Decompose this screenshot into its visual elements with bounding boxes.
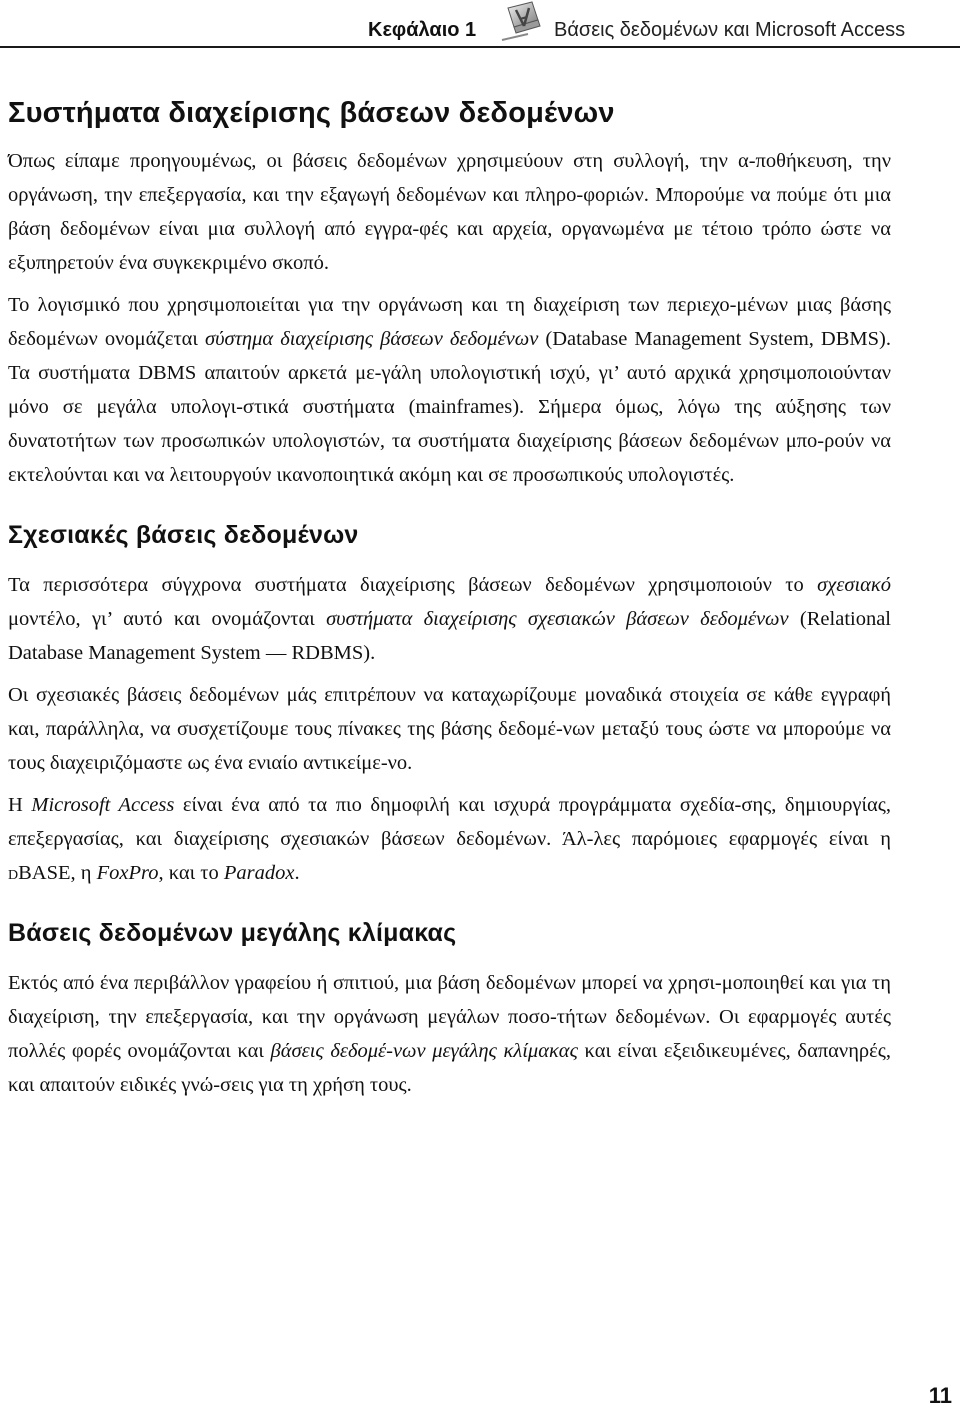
text-span: Τα περισσότερα σύγχρονα συστήματα διαχείρισης βάσεων δεδομένων χρησιμοποιούν το <box>8 574 818 596</box>
emphasis-dbms-term: σύστημα διαχείρισης βάσεων δεδομένων <box>204 328 539 350</box>
emphasis-foxpro: FoxPro <box>96 862 159 884</box>
paragraph-relational-benefits: Οι σχεσιακές βάσεις δεδομένων μάς επιτρέπουν να καταχωρίζουμε μοναδικά στοιχεία σε κάθε εγγραφή και, παράλληλα, να συσχετίζουμε τους πίνακες της βάσης δεδομέ-νων μεταξύ τους ώστε να μπορούμε να τους διαχειριζόμαστε ως ένα ενιαίο αντικείμε-νο. <box>8 684 891 774</box>
text-span: (Relational Database Management System — RDBMS). <box>8 608 891 664</box>
text-span: και είναι εξειδικευμένες, δαπανηρές, και απαιτούν ειδικές γνώ-σεις για τη χρήση τους. <box>8 1040 891 1096</box>
text-span: Το λογισμικό που χρησιμοποιείται για την οργάνωση και τη διαχείριση των περιεχο-μένων μιας βάσης δεδομένων ονομάζεται <box>8 294 891 350</box>
product-dbase: dBASE <box>8 862 71 884</box>
access-logo-icon <box>498 0 544 44</box>
text-span: μοντέλο, γι’ αυτό και ονομάζονται <box>8 608 327 630</box>
text-span: Εκτός από ένα περιβάλλον γραφείου ή σπιτιού, μια βάση δεδομένων μπορεί να χρησι-μοποιηθεί και για τη διαχείριση, την επεξεργασία, και την οργάνωση μεγάλων ποσο-τήτων δεδομένων. Οι εφαρμογές αυτές πολλές φορές ονομάζονται και <box>8 972 891 1062</box>
paragraph-dbms-software <box>8 288 891 492</box>
running-title: Βάσεις δεδομένων και Microsoft Access <box>554 19 906 41</box>
section-heading-dbms: Συστήματα διαχείρισης βάσεων δεδομένων <box>8 97 615 129</box>
page-content <box>8 96 891 1110</box>
emphasis-large-scale: βάσεις δεδομέ-νων μεγάλης κλίμακας <box>270 1040 578 1062</box>
text-span: . <box>294 862 300 884</box>
text-span: είναι ένα από τα πιο δημοφιλή και ισχυρά προγράμματα σχεδία-σης, δημιουργίας, επεξεργασίας, και διαχείρισης σχεσιακών βάσεων δεδομένων. Άλ-λες παρόμοιες εφαρμογές είναι η <box>8 794 891 850</box>
header-rule <box>0 46 960 48</box>
emphasis-relational: σχεσιακό <box>817 574 891 596</box>
page-number: 11 <box>928 1383 952 1408</box>
section-heading-large-scale: Βάσεις δεδομένων μεγάλης κλίμακας <box>8 919 457 947</box>
paragraph-large-scale <box>8 966 891 1102</box>
page-header <box>0 0 960 48</box>
text-span: , και το <box>158 862 224 884</box>
chapter-label: Κεφάλαιο 1 <box>368 19 477 41</box>
text-span: (Database Management System, DBMS). Τα συστήματα DBMS απαιτούν αρκετά με-γάλη υπολογιστική ισχύ, γι’ αυτό αρχικά χρησιμοποιούνταν μόνο σε μεγάλα υπολογι-στικά συστήματα (mainframes). Σήμερα όμως, λόγω της αύξησης των δυνατοτήτων των προσωπικών υπολογιστών, τα συστήματα διαχείρισης βάσεων δεδομένων μπο-ρούν να εκτελούνται και να λειτουργούν ικανοποιητικά ακόμη και σε προσωπικούς υπολογιστές. <box>8 328 891 486</box>
emphasis-access: Microsoft Access <box>31 794 175 816</box>
section-heading-relational: Σχεσιακές βάσεις δεδομένων <box>8 521 359 549</box>
text-span: Η <box>8 794 32 816</box>
paragraph-dbms-intro: Όπως είπαμε προηγουμένως, οι βάσεις δεδομένων χρησιμεύουν στη συλλογή, την α-ποθήκευση, την οργάνωση, την επεξεργασία, και την εξαγωγή δεδομένων και πληρο-φοριών. Μπορούμε να πούμε ότι μια βάση δεδομένων είναι μια συλλογή από εγγρα-φές και αρχεία, οργανωμένα με τέτοιο τρόπο ώστε να εξυπηρετούν ένα συγκεκριμένο σκοπό. <box>8 150 891 274</box>
paragraph-rdbms <box>8 568 891 670</box>
emphasis-rdbms-term: συστήματα διαχείρισης σχεσιακών βάσεων δεδομένων <box>326 608 789 630</box>
emphasis-paradox: Paradox <box>223 862 295 884</box>
text-span: , η <box>70 862 97 884</box>
paragraph-access <box>8 788 891 890</box>
